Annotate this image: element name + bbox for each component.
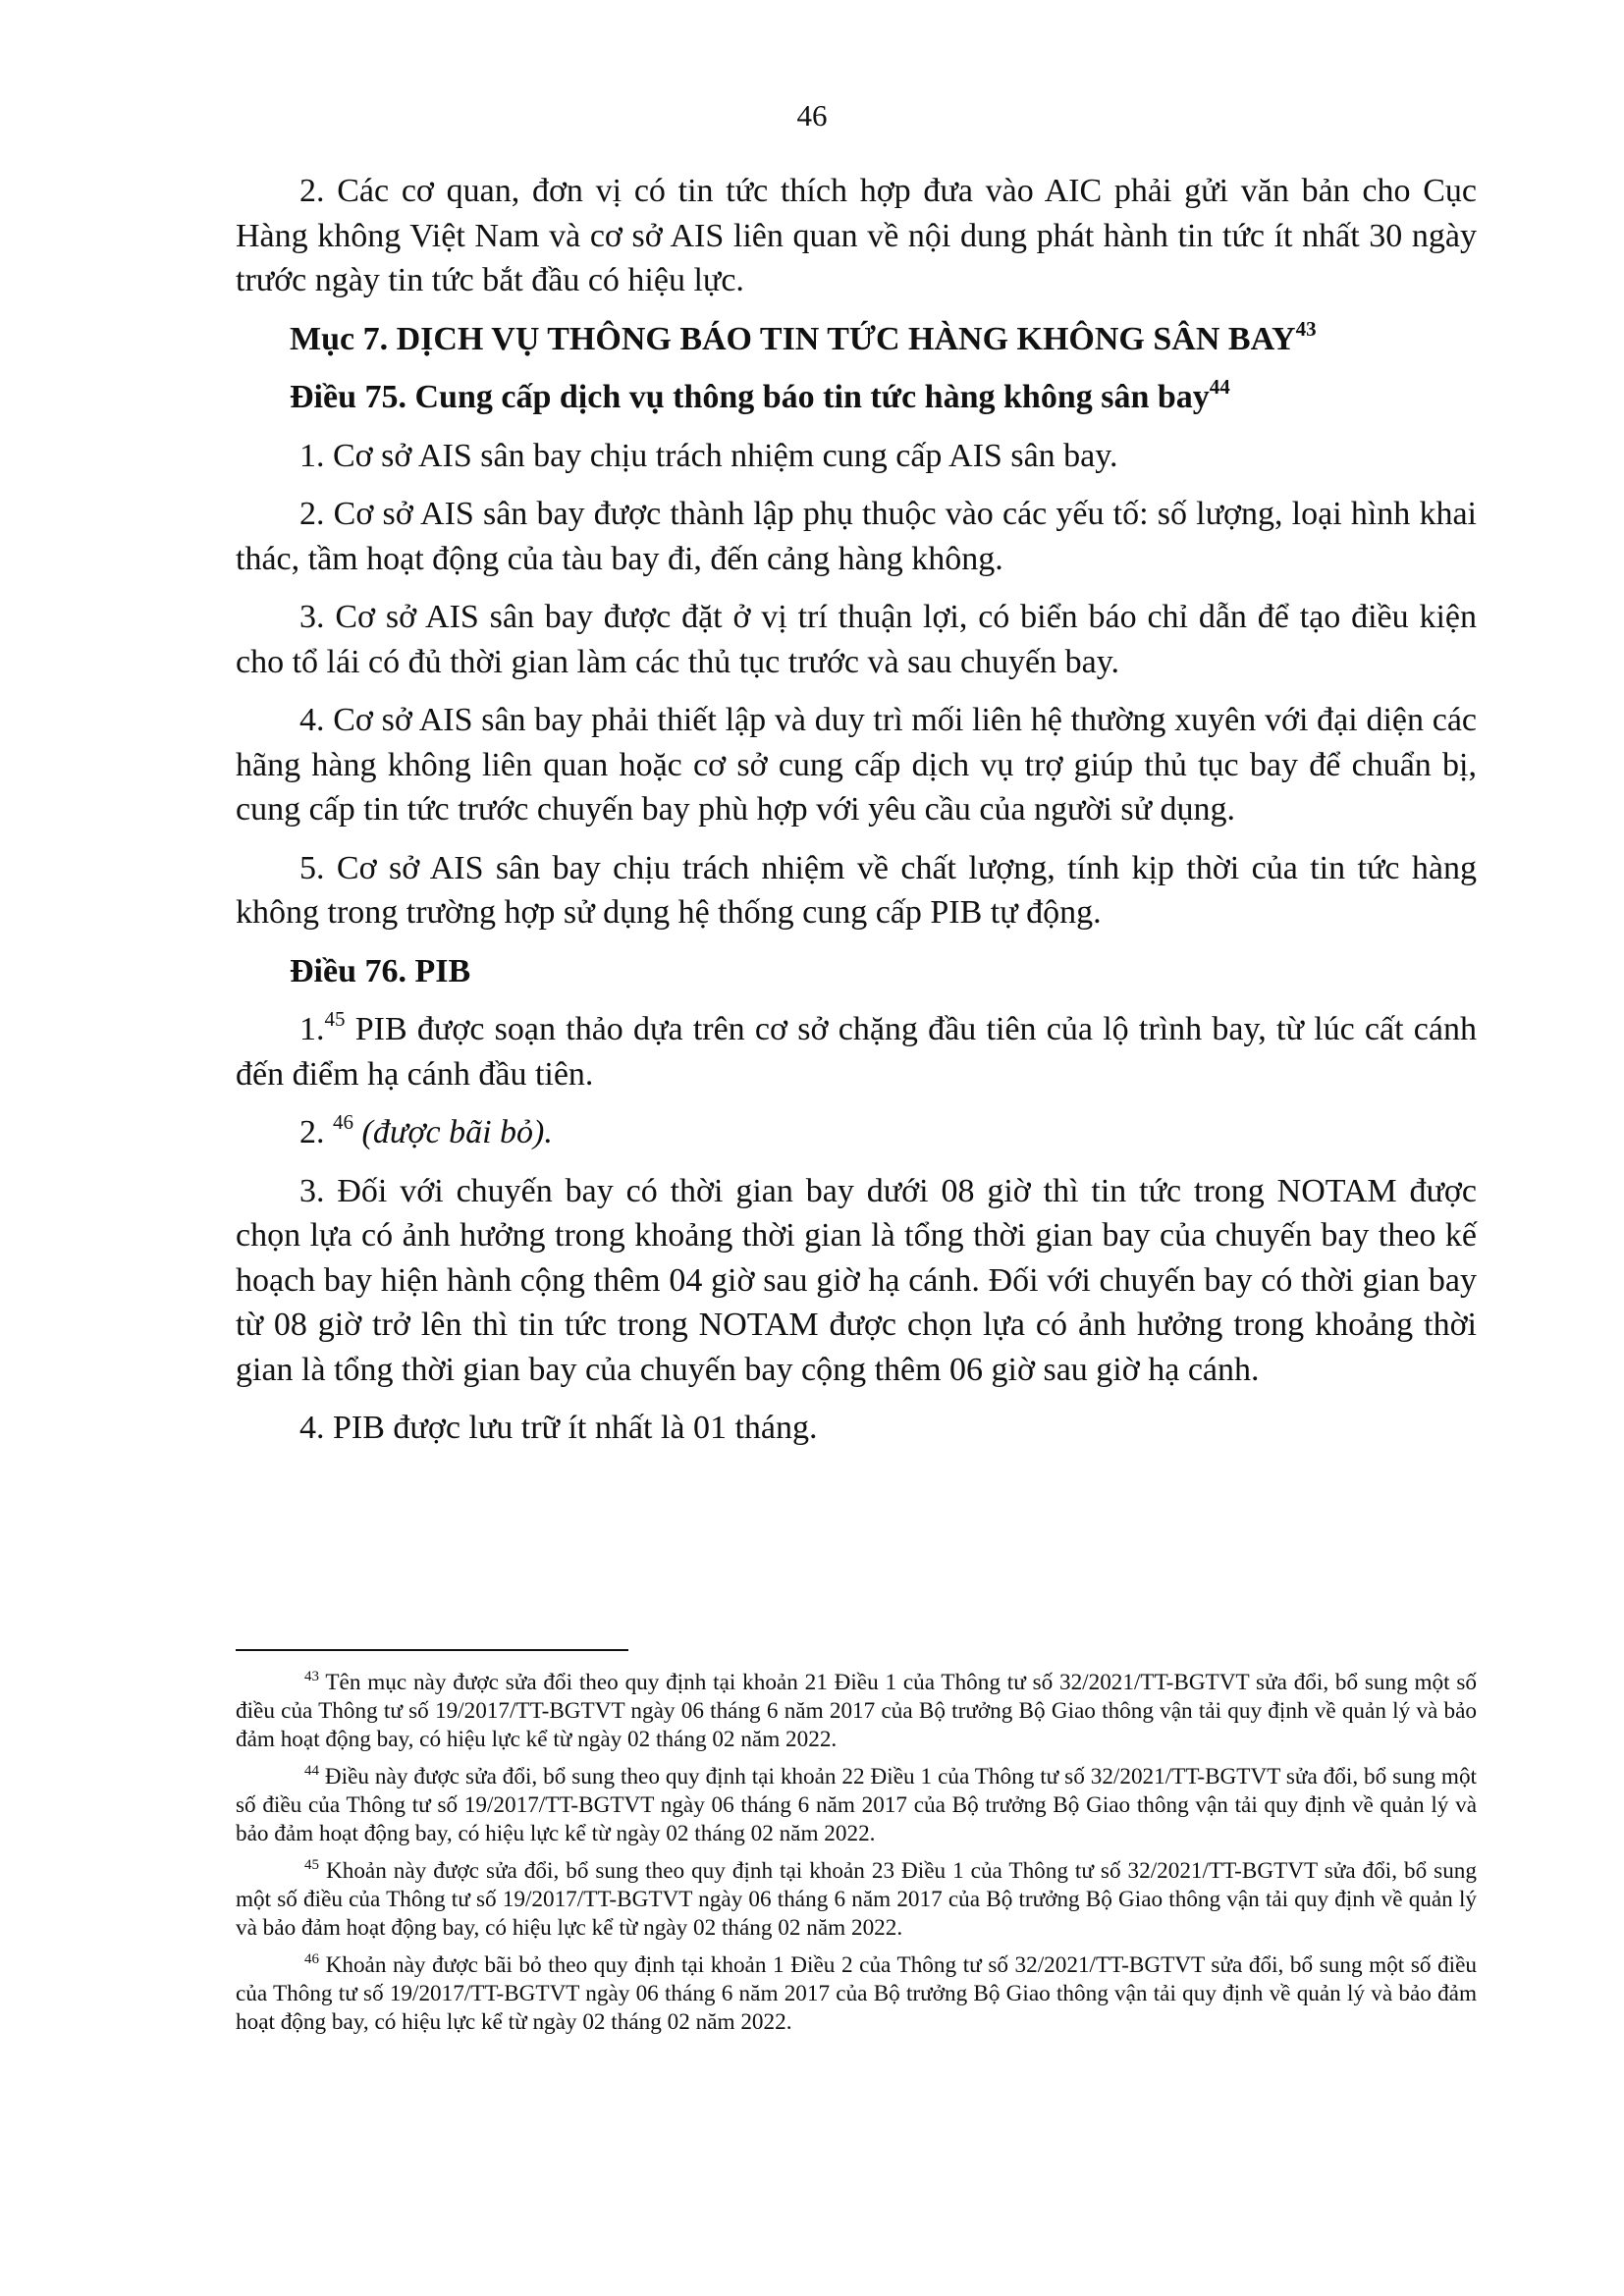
clause-number: 2. bbox=[299, 1114, 333, 1150]
footnote-number: 46 bbox=[304, 1951, 319, 1967]
footnote-ref-46[interactable]: 46 bbox=[333, 1110, 353, 1134]
footnote-text: Tên mục này được sửa đổi theo quy định tại khoản 21 Điều 1 của Thông tư số 32/2021/TT-BGTVT sửa đổi, bổ sung một số điều của Thông tư số 19/2017/TT-BGTVT ngày 06 tháng 6 năm 2017 của Bộ trưởng Bộ Giao thông vận tải quy định về quản lý và bảo đảm hoạt động bay, có hiệu lực kể từ ngày 02 tháng 02 năm 2022. bbox=[236, 1670, 1477, 1752]
footnote-text: Khoản này được sửa đổi, bổ sung theo quy định tại khoản 23 Điều 1 của Thông tư số 32/2021/TT-BGTVT sửa đổi, bổ sung một số điều của Thông tư số 19/2017/TT-BGTVT ngày 06 tháng 6 năm 2017 của Bộ trưởng Bộ Giao thông vận tải quy định về quản lý và bảo đảm hoạt động bay, có hiệu lực kể từ ngày 02 tháng 02 năm 2022. bbox=[236, 1858, 1477, 1941]
article-76-clause-2 bbox=[236, 1110, 1477, 1155]
article-75-clause-2: 2. Cơ sở AIS sân bay được thành lập phụ thuộc vào các yếu tố: số lượng, loại hình khai thác, tầm hoạt động của tàu bay đi, đến cảng hàng không. bbox=[236, 496, 1477, 577]
article-75-heading bbox=[236, 375, 1477, 420]
article-75-clause-1: 1. Cơ sở AIS sân bay chịu trách nhiệm cung cấp AIS sân bay. bbox=[299, 437, 1118, 474]
article-75-clause-4: 4. Cơ sở AIS sân bay phải thiết lập và duy trì mối liên hệ thường xuyên với đại diện các hãng hàng không liên quan hoặc cơ sở cung cấp dịch vụ trợ giúp thủ tục bay để chuẩn bị, cung cấp tin tức trước chuyến bay phù hợp với yêu cầu của người sử dụng. bbox=[236, 702, 1477, 828]
footnote-number: 43 bbox=[304, 1669, 319, 1684]
article-76-clause-4: 4. PIB được lưu trữ ít nhất là 01 tháng. bbox=[299, 1410, 818, 1446]
footnote-separator bbox=[236, 1649, 628, 1651]
footnote-44 bbox=[236, 1763, 1477, 1848]
paragraph-aic-notice: 2. Các cơ quan, đơn vị có tin tức thích hợp đưa vào AIC phải gửi văn bản cho Cục Hàng không Việt Nam và cơ sở AIS liên quan về nội dung phát hành tin tức ít nhất 30 ngày trước ngày tin tức bắt đầu có hiệu lực. bbox=[236, 173, 1477, 298]
footnote-45 bbox=[236, 1857, 1477, 1943]
footnote-number: 44 bbox=[304, 1763, 319, 1779]
article-75-clause-5: 5. Cơ sở AIS sân bay chịu trách nhiệm về chất lượng, tính kịp thời của tin tức hàng không trong trường hợp sử dụng hệ thống cung cấp PIB tự động. bbox=[236, 849, 1477, 931]
clause-number: 1. bbox=[299, 1011, 325, 1047]
footnote-number: 45 bbox=[304, 1857, 319, 1873]
footnote-ref-45[interactable]: 45 bbox=[324, 1007, 346, 1031]
clause-text: PIB được soạn thảo dựa trên cơ sở chặng đầu tiên của lộ trình bay, từ lúc cất cánh đến điểm hạ cánh đầu tiên. bbox=[236, 1011, 1477, 1093]
document-body bbox=[236, 169, 1477, 1465]
footnote-ref-43[interactable]: 43 bbox=[1295, 316, 1317, 341]
footnote-text: Khoản này được bãi bỏ theo quy định tại khoản 1 Điều 2 của Thông tư số 32/2021/TT-BGTVT sửa đổi, bổ sung một số điều của Thông tư số 19/2017/TT-BGTVT ngày 06 tháng 6 năm 2017 của Bộ trưởng Bộ Giao thông vận tải quy định về quản lý và bảo đảm hoạt động bay, có hiệu lực kể từ ngày 02 tháng 02 năm 2022. bbox=[236, 1952, 1477, 2035]
footnote-43 bbox=[236, 1669, 1477, 1754]
article-76-heading: Điều 76. PIB bbox=[290, 952, 471, 989]
article-76-clause-1 bbox=[236, 1007, 1477, 1096]
footnotes bbox=[236, 1669, 1477, 2046]
footnote-ref-44[interactable]: 44 bbox=[1209, 375, 1230, 399]
footnote-46 bbox=[236, 1951, 1477, 2037]
article-75-clause-3: 3. Cơ sở AIS sân bay được đặt ở vị trí thuận lợi, có biển báo chỉ dẫn để tạo điều kiện cho tổ lái có đủ thời gian làm các thủ tục trước và sau chuyến bay. bbox=[236, 599, 1477, 680]
article-75-title: Điều 75. Cung cấp dịch vụ thông báo tin tức hàng không sân bay bbox=[290, 379, 1210, 415]
section-7-heading bbox=[236, 317, 1477, 362]
page-number: 46 bbox=[796, 98, 828, 133]
section-7-title: Mục 7. DỊCH VỤ THÔNG BÁO TIN TỨC HÀNG KHÔNG SÂN BAY bbox=[290, 320, 1296, 357]
clause-text: (được bãi bỏ). bbox=[353, 1114, 553, 1150]
article-76-clause-3: 3. Đối với chuyến bay có thời gian bay dưới 08 giờ thì tin tức trong NOTAM được chọn lựa có ảnh hưởng trong khoảng thời gian là tổng thời gian bay của chuyến bay theo kế hoạch bay hiện hành cộng thêm 04 giờ sau giờ hạ cánh. Đối với chuyến bay có thời gian bay từ 08 giờ trở lên thì tin tức trong NOTAM được chọn lựa có ảnh hưởng trong khoảng thời gian là tổng thời gian bay của chuyến bay cộng thêm 06 giờ sau giờ hạ cánh. bbox=[236, 1172, 1477, 1388]
footnote-text: Điều này được sửa đổi, bổ sung theo quy định tại khoản 22 Điều 1 của Thông tư số 32/2021/TT-BGTVT sửa đổi, bổ sung một số điều của Thông tư số 19/2017/TT-BGTVT ngày 06 tháng 6 năm 2017 của Bộ trưởng Bộ Giao thông vận tải quy định về quản lý và bảo đảm hoạt động bay, có hiệu lực kể từ ngày 02 tháng 02 năm 2022. bbox=[236, 1764, 1477, 1846]
